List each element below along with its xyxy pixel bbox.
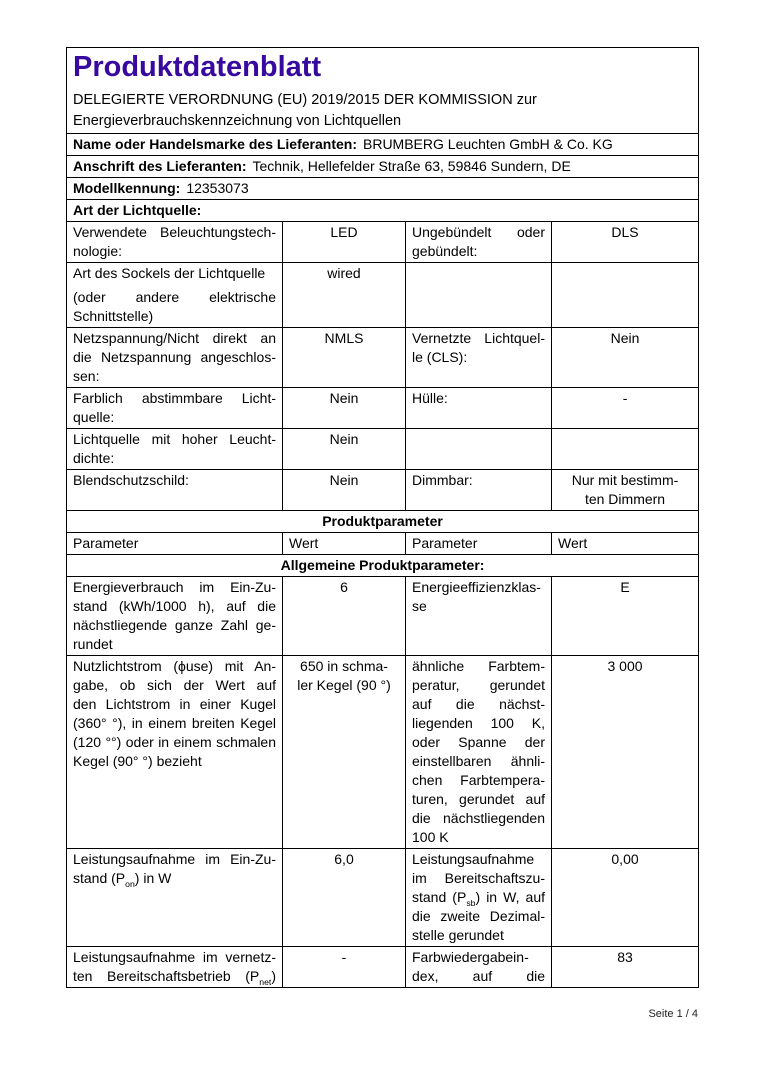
value-cell: 6 bbox=[283, 577, 406, 656]
param-cell: Nutzlichtstrom (ϕuse) mit An- gabe, ob sich der Wert auf den Lichtstrom in einer Kugel (360° °), in einem breiten Kegel (120 °°) oder in einem schmalen Kegel (90° °) bezieht bbox=[67, 656, 283, 849]
value-cell: Nein bbox=[552, 328, 699, 388]
column-header-row bbox=[67, 533, 699, 555]
datasheet-table-container bbox=[66, 47, 700, 1010]
param-cell: Leistungsaufnahme im vernetz- ten Bereitschaftsbetrieb $(P_{net})$ bbox=[67, 947, 283, 988]
light-source-type-row bbox=[67, 200, 699, 222]
param-cell: Farbwiedergabein- dex, auf die bbox=[406, 947, 552, 988]
supplier-name-cell bbox=[67, 134, 699, 156]
light-source-type-cell bbox=[67, 200, 699, 222]
table-row bbox=[67, 947, 699, 988]
model-id-cell bbox=[67, 178, 699, 200]
allgemeine-produktparameter-header: Allgemeine Produktparameter: bbox=[67, 555, 699, 577]
page-number: Seite 1 / 4 bbox=[648, 1008, 698, 1020]
table-row bbox=[67, 849, 699, 947]
model-id-row bbox=[67, 178, 699, 200]
section-header-row bbox=[67, 511, 699, 533]
regulation-text: DELEGIERTE VERORDNUNG (EU) 2019/2015 DER KOMMISSION zur Energieverbrauchskennzeichnung von Lichtquellen bbox=[73, 92, 537, 129]
param-cell: Leistungsaufnahme im Ein-Zu- stand $(P_{on})$ in W bbox=[67, 849, 283, 947]
supplier-address-value: Technik, Hellefelder Straße 63, 59846 Sundern, DE bbox=[252, 158, 571, 174]
produktparameter-header: Produktparameter bbox=[67, 511, 699, 533]
table-row bbox=[67, 470, 699, 511]
model-id-label: Modellkennung: bbox=[73, 180, 181, 196]
page-title: Produktdatenblatt bbox=[73, 51, 322, 83]
param-cell: Energieeffizienzklas- se bbox=[406, 577, 552, 656]
supplier-name-row bbox=[67, 134, 699, 156]
value-cell bbox=[552, 263, 699, 328]
table-row bbox=[67, 577, 699, 656]
column-header: Wert bbox=[552, 533, 699, 555]
title-row bbox=[67, 48, 699, 134]
param-cell: Farblich abstimmbare Licht- quelle: bbox=[67, 388, 283, 429]
supplier-name-value: BRUMBERG Leuchten GmbH & Co. KG bbox=[363, 136, 613, 152]
param-cell: Netzspannung/Nicht direkt an die Netzspannung angeschlos- sen: bbox=[67, 328, 283, 388]
param-cell: Dimmbar: bbox=[406, 470, 552, 511]
supplier-address-row bbox=[67, 156, 699, 178]
table-row bbox=[67, 222, 699, 263]
model-id-value: 12353073 bbox=[186, 180, 249, 196]
param-cell bbox=[406, 429, 552, 470]
column-header: Parameter bbox=[67, 533, 283, 555]
value-cell: DLS bbox=[552, 222, 699, 263]
value-cell: 83 bbox=[552, 947, 699, 988]
supplier-name-label: Name oder Handelsmarke des Lieferanten: bbox=[73, 136, 357, 152]
param-cell: Blendschutzschild: bbox=[67, 470, 283, 511]
value-cell: 3 000 bbox=[552, 656, 699, 849]
param-cell: Verwendete Beleuchtungstech- nologie: bbox=[67, 222, 283, 263]
param-cell: Art des Sockels der Lichtquelle (oder andere elektrische Schnittstelle) bbox=[67, 263, 283, 328]
param-cell bbox=[406, 263, 552, 328]
value-cell: Nur mit bestimm- ten Dimmern bbox=[552, 470, 699, 511]
value-cell: wired bbox=[283, 263, 406, 328]
table-row bbox=[67, 388, 699, 429]
value-cell bbox=[552, 429, 699, 470]
value-cell: 6,0 bbox=[283, 849, 406, 947]
table-row bbox=[67, 328, 699, 388]
param-cell: ähnliche Farbtem- peratur, gerundet auf die nächst- liegenden 100 K, oder Spanne der einstellbaren ähnli- chen Farbtempera- turen, gerundet auf die nächstliegenden 100 K bbox=[406, 656, 552, 849]
column-header: Parameter bbox=[406, 533, 552, 555]
column-header: Wert bbox=[283, 533, 406, 555]
supplier-address-cell bbox=[67, 156, 699, 178]
table-row bbox=[67, 656, 699, 849]
value-cell: - bbox=[283, 947, 406, 988]
value-cell: LED bbox=[283, 222, 406, 263]
section-header-row bbox=[67, 555, 699, 577]
param-cell: Vernetzte Lichtquel- le (CLS): bbox=[406, 328, 552, 388]
title-cell bbox=[67, 48, 699, 134]
table-row bbox=[67, 263, 699, 328]
value-cell: - bbox=[552, 388, 699, 429]
table-row bbox=[67, 429, 699, 470]
param-cell: Hülle: bbox=[406, 388, 552, 429]
value-cell: Nein bbox=[283, 470, 406, 511]
param-cell: Energieverbrauch im Ein-Zu- stand (kWh/1000 h), auf die nächstliegende ganze Zahl ge- rundet bbox=[67, 577, 283, 656]
value-cell: 650 in schma- ler Kegel (90 °) bbox=[283, 656, 406, 849]
datasheet-table bbox=[66, 47, 699, 988]
param-cell: Lichtquelle mit hoher Leucht- dichte: bbox=[67, 429, 283, 470]
param-cell: Leistungsaufnahme im Bereitschaftszu- stand $(P_{sb})$ in W, auf die zweite Dezimal- stelle gerundet bbox=[406, 849, 552, 947]
light-source-type-label: Art der Lichtquelle: bbox=[73, 202, 202, 218]
value-cell: Nein bbox=[283, 429, 406, 470]
supplier-address-label: Anschrift des Lieferanten: bbox=[73, 158, 247, 174]
value-cell: 0,00 bbox=[552, 849, 699, 947]
value-cell: Nein bbox=[283, 388, 406, 429]
value-cell: E bbox=[552, 577, 699, 656]
value-cell: NMLS bbox=[283, 328, 406, 388]
param-cell: Ungebündelt oder gebündelt: bbox=[406, 222, 552, 263]
